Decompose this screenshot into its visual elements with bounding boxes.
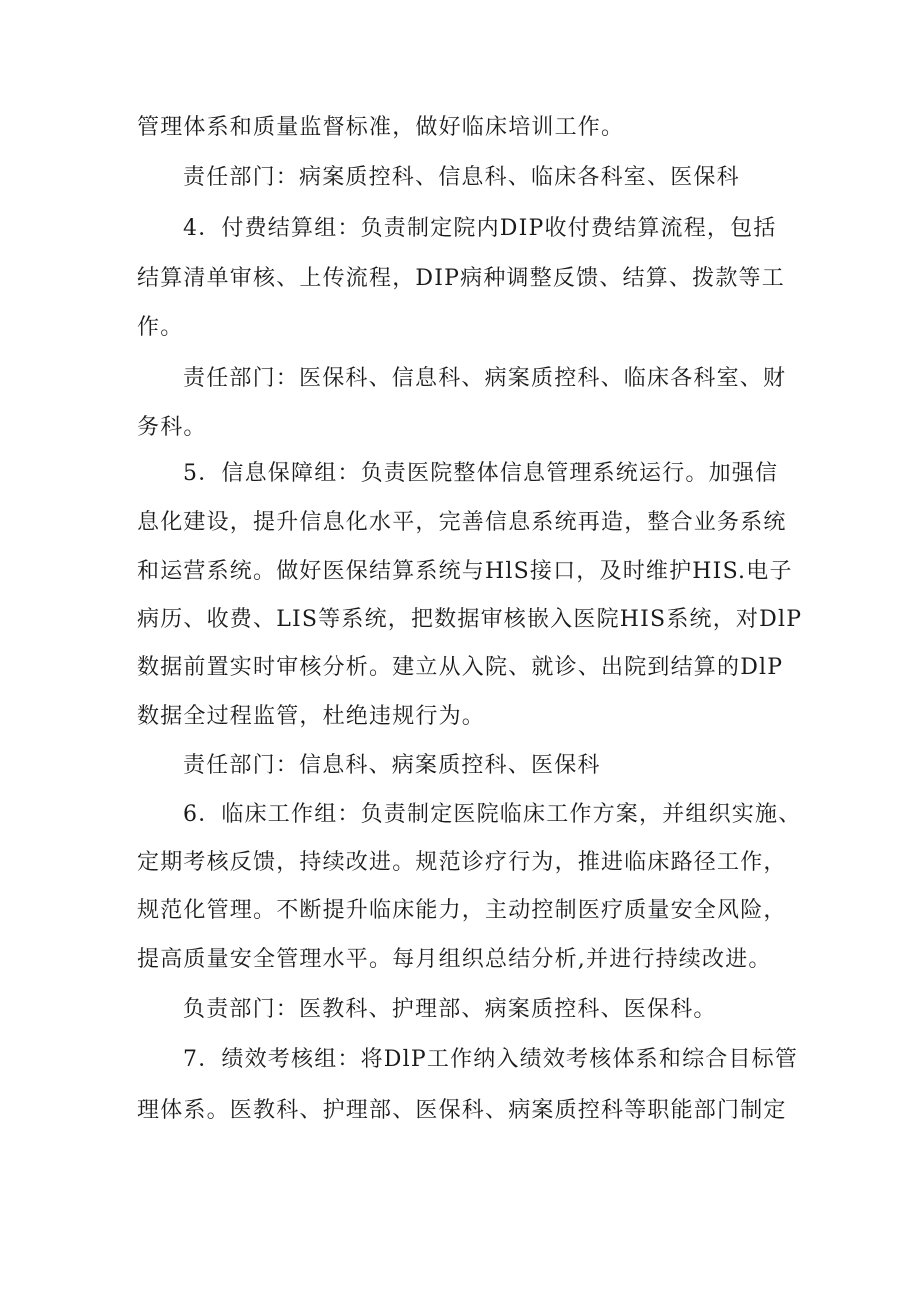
text-line: 和运营系统。做好医保结算系统与HlS接口，及时维护HIS.电子 xyxy=(137,559,793,584)
text-line: 病历、收费、LIS等系统，把数据审核嵌入医院HIS系统，对DlP xyxy=(137,607,803,632)
text-line: 责任部门：病案质控科、信息科、临床各科室、医保科 xyxy=(183,165,740,190)
text-line: 4．付费结算组：负责制定院内DIP收付费结算流程，包括 xyxy=(183,216,777,241)
text-line: 作。 xyxy=(137,315,184,340)
text-line: 负责部门：医教科、护理部、病案质控科、医保科。 xyxy=(183,997,717,1022)
text-line: 数据前置实时审核分析。建立从入院、就诊、出院到结算的DlP xyxy=(137,655,784,680)
text-line: 6．临床工作组：负责制定医院临床工作方案，并组织实施、 xyxy=(183,802,802,827)
text-line: 数据全过程监管，杜绝违规行为。 xyxy=(137,704,486,729)
text-line: 结算清单审核、上传流程，DIP病种调整反馈、结算、拨款等工 xyxy=(137,266,785,291)
text-line: 息化建设，提升信息化水平，完善信息系统再造，整合业务系统 xyxy=(137,510,787,535)
text-line: 责任部门：医保科、信息科、病案质控科、临床各科室、财 xyxy=(183,366,787,391)
text-line: 理体系。医教科、护理部、医保科、病案质控科等职能部门制定 xyxy=(137,1098,787,1123)
text-line: 管理体系和质量监督标准，做好临床培训工作。 xyxy=(137,115,625,140)
text-line: 务科。 xyxy=(137,415,207,440)
text-line: 责任部门：信息科、病案质控科、医保科 xyxy=(183,753,601,778)
text-line: 规范化管理。不断提升临床能力，主动控制医疗质量安全风险， xyxy=(137,898,787,923)
text-line: 5．信息保障组：负责医院整体信息管理系统运行。加强信 xyxy=(183,461,779,486)
text-line: 提高质量安全管理水平。每月组织总结分析,并进行持续改进。 xyxy=(137,947,772,972)
text-line: 7．绩效考核组：将DlP工作纳入绩效考核体系和综合目标管 xyxy=(183,1047,799,1072)
text-line: 定期考核反馈，持续改进。规范诊疗行为，推进临床路径工作， xyxy=(137,850,787,875)
